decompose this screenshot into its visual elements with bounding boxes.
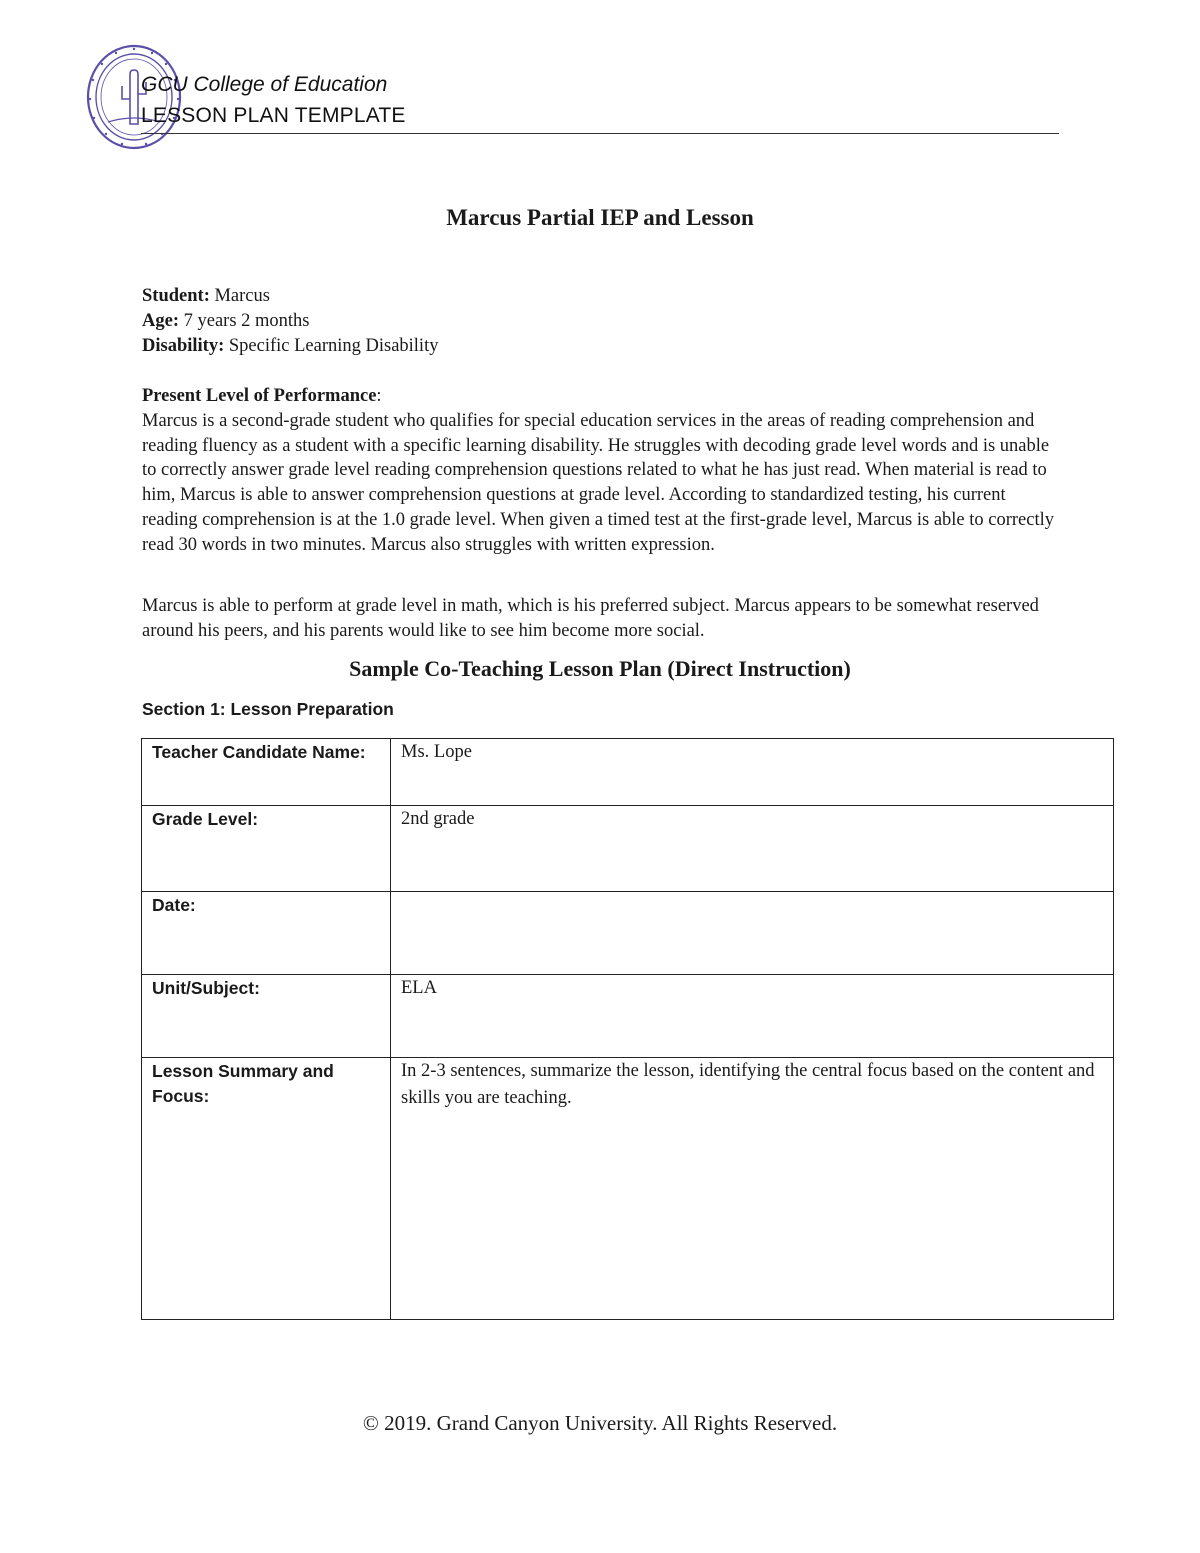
- table-row: [142, 806, 1114, 892]
- college-name: GCU College of Education: [141, 73, 388, 96]
- copyright-footer: © 2019. Grand Canyon University. All Rights Reserved.: [362, 1411, 838, 1435]
- section-heading: Section 1: Lesson Preparation: [142, 699, 394, 719]
- student-value: Marcus: [209, 286, 270, 306]
- table-row: [142, 1058, 1114, 1320]
- plp-paragraph-1: Marcus is a second-grade student who qualifies for special education services in the areas of reading comprehension and reading fluency as a student with a specific learning disability. He struggles with decoding grade level words and is unable to correctly answer grade level reading comprehension questions related to what he has just read. When material is read to him, Marcus is able to answer comprehension questions at grade level. According to standardized testing, his current reading comprehension is at the 1.0 grade level. When given a timed test at the first-grade level, Marcus is able to correctly read 30 words in two minutes. Marcus also struggles with written expression.: [142, 411, 1055, 555]
- plp-heading: [142, 384, 382, 409]
- template-label: LESSON PLAN TEMPLATE: [141, 104, 406, 127]
- row-label: Date:: [142, 892, 391, 975]
- row-label: Unit/Subject:: [142, 975, 391, 1058]
- disability-row: [142, 334, 438, 359]
- table-row: [142, 975, 1114, 1058]
- university-seal: [86, 44, 182, 150]
- row-label: Grade Level:: [142, 806, 391, 892]
- table-row: [142, 892, 1114, 975]
- row-label: Teacher Candidate Name:: [142, 739, 391, 806]
- student-label: Student:: [142, 286, 210, 306]
- disability-value: Specific Learning Disability: [224, 336, 439, 356]
- sample-plan-title: Sample Co-Teaching Lesson Plan (Direct Instruction): [349, 656, 851, 681]
- table-row: [142, 739, 1114, 806]
- row-value[interactable]: In 2-3 sentences, summarize the lesson, identifying the central focus based on the content and skills you are teaching.: [391, 1058, 1114, 1320]
- student-info: [142, 284, 438, 359]
- disability-label: Disability:: [142, 336, 225, 356]
- lesson-prep-table: [141, 738, 1114, 1320]
- document-title: Marcus Partial IEP and Lesson: [446, 205, 754, 230]
- plp-heading-text: Present Level of Performance: [142, 386, 377, 406]
- row-label: Lesson Summary and Focus:: [142, 1058, 391, 1320]
- plp-colon: :: [376, 386, 382, 406]
- row-value[interactable]: [391, 892, 1114, 975]
- plp-paragraph-2: Marcus is able to perform at grade level in math, which is his preferred subject. Marcus appears to be somewhat reserved around his peers, and his parents would like to see him become more social.: [142, 596, 1039, 641]
- age-value: 7 years 2 months: [178, 311, 310, 331]
- age-label: Age:: [142, 311, 179, 331]
- age-row: [142, 309, 438, 334]
- row-value[interactable]: 2nd grade: [391, 806, 1114, 892]
- header-divider: [141, 133, 1059, 134]
- row-value[interactable]: ELA: [391, 975, 1114, 1058]
- row-value[interactable]: Ms. Lope: [391, 739, 1114, 806]
- student-row: [142, 284, 438, 309]
